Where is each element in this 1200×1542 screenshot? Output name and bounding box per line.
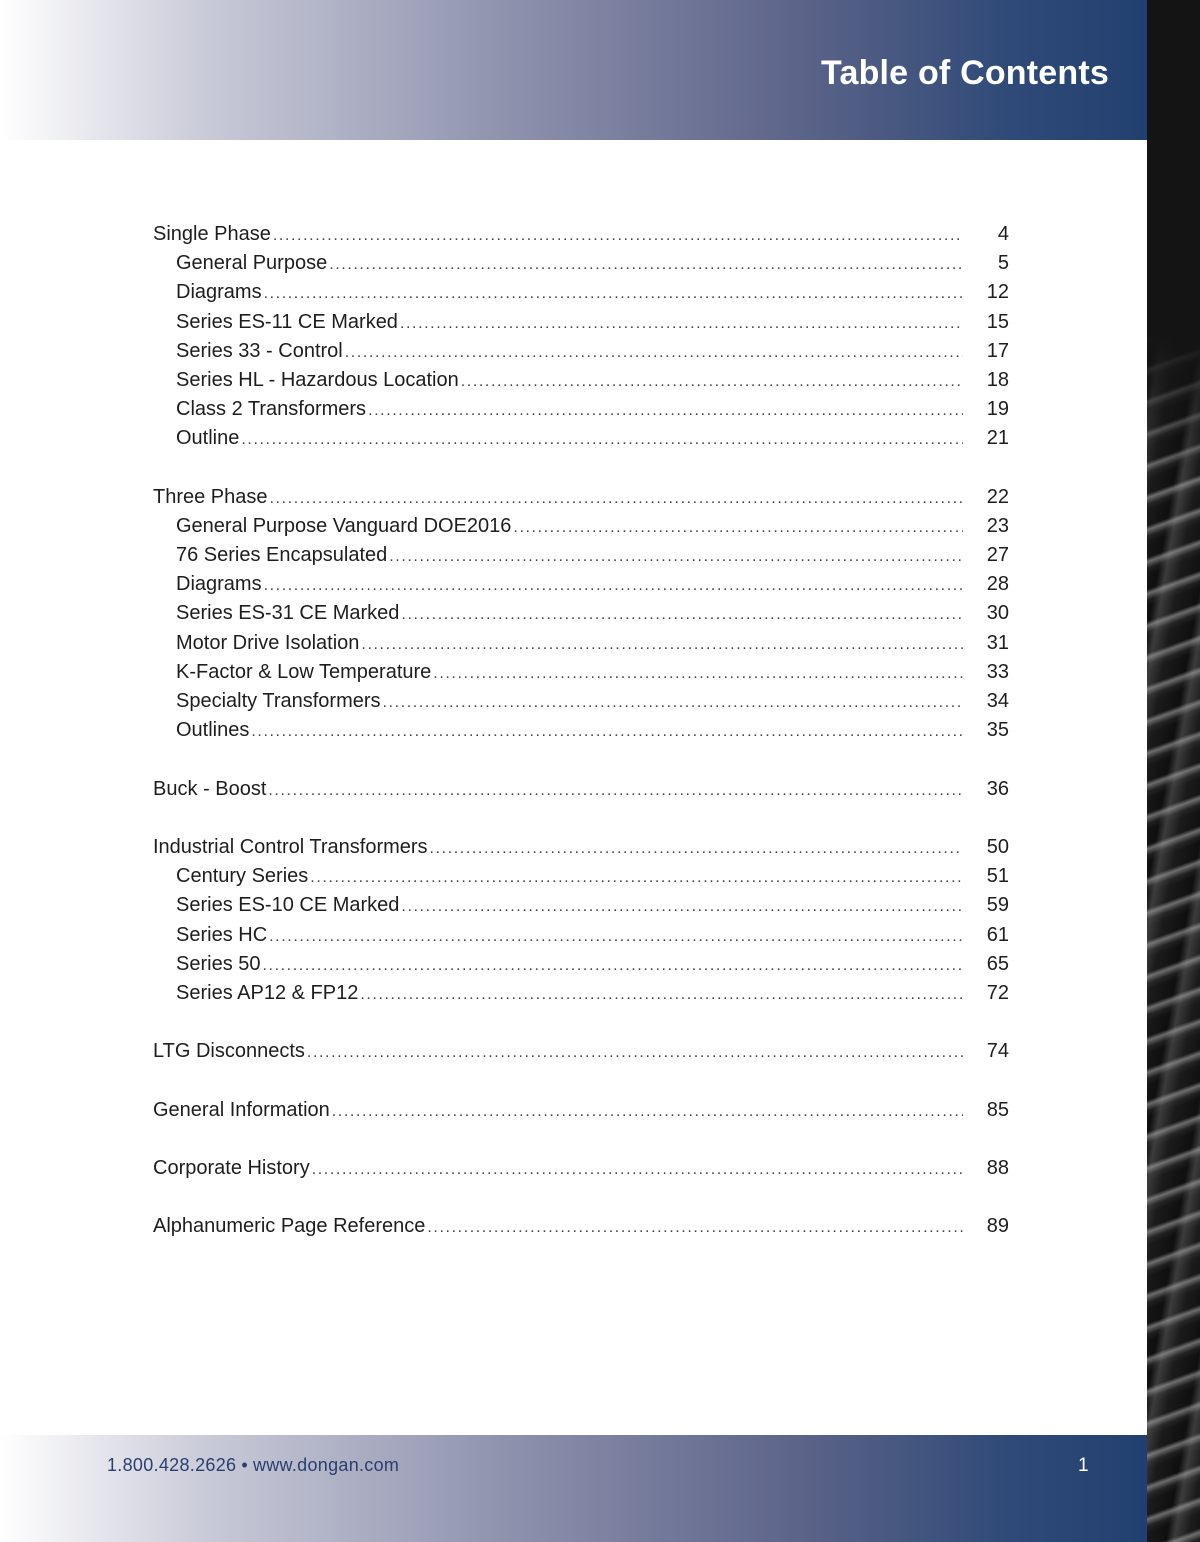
toc-entry-page: 51: [986, 865, 1009, 888]
toc-subentry[interactable]: [153, 512, 1009, 541]
side-texture-image: [1147, 0, 1200, 1542]
dot-leader: [401, 600, 963, 629]
toc-subentry[interactable]: [153, 950, 1009, 979]
dot-leader: [361, 630, 963, 659]
toc-entry[interactable]: [153, 1212, 1009, 1241]
toc-subentry[interactable]: [153, 570, 1009, 599]
toc-entry-page: 31: [986, 631, 1009, 654]
toc-subentry[interactable]: [153, 979, 1009, 1008]
toc-entry-label: Single Phase: [153, 223, 271, 245]
toc-entry[interactable]: [153, 1037, 1009, 1066]
dot-leader: [273, 221, 963, 250]
footer-website-link[interactable]: www.dongan.com: [252, 1455, 400, 1475]
dot-leader: [383, 688, 963, 717]
toc-entry-label: Series AP12 & FP12: [176, 981, 359, 1004]
toc-entry-page: 59: [986, 894, 1009, 917]
dot-leader: [264, 571, 963, 600]
toc-subentry[interactable]: [153, 862, 1009, 891]
toc-entry-page: 28: [986, 573, 1009, 596]
toc-subentry[interactable]: [153, 308, 1009, 337]
toc-entry-page: 89: [986, 1215, 1009, 1238]
toc-entry-label: Series 33 - Control: [176, 339, 343, 362]
toc-entry-label: Diagrams: [176, 573, 262, 596]
toc-entry-label: Three Phase: [153, 485, 268, 508]
dot-leader: [345, 338, 963, 367]
toc-entry-label: Class 2 Transformers: [176, 398, 367, 421]
toc-entry[interactable]: [153, 1154, 1009, 1183]
toc-subentry[interactable]: [153, 658, 1009, 687]
toc-entry-page: 36: [986, 777, 1009, 800]
toc-entry[interactable]: [153, 483, 1009, 512]
toc-entry-page: 30: [986, 602, 1009, 625]
toc-entry-label: Series HL - Hazardous Location: [176, 368, 459, 391]
toc-subentry[interactable]: [153, 337, 1009, 366]
toc-subentry[interactable]: [153, 716, 1009, 745]
toc-entry-label: K-Factor & Low Temperature: [176, 660, 432, 683]
toc-entry-label: Buck - Boost: [153, 777, 267, 800]
toc-entry-page: 72: [986, 981, 1009, 1004]
toc-subentry[interactable]: [153, 599, 1009, 628]
toc-subentry[interactable]: [153, 921, 1009, 950]
toc-entry-page: 18: [986, 368, 1009, 391]
toc-entry-page: 23: [986, 514, 1009, 537]
dot-leader: [401, 892, 963, 921]
toc-entry-page: 5: [997, 252, 1009, 275]
toc-entry-page: 19: [986, 398, 1009, 421]
toc-subentry[interactable]: [153, 424, 1009, 453]
toc-subentry[interactable]: [153, 249, 1009, 278]
dot-leader: [310, 863, 963, 892]
toc-entry-label: LTG Disconnects: [153, 1040, 305, 1063]
toc-entry-label: Series 50: [176, 952, 261, 975]
toc-entry-label: Series ES-11 CE Marked: [176, 310, 398, 333]
side-texture-shade: [1147, 0, 1200, 480]
toc-entry-label: Series ES-31 CE Marked: [176, 602, 400, 625]
page-number: 1: [1078, 1455, 1089, 1476]
toc-entry-page: 15: [986, 310, 1009, 333]
toc-entry-label: Motor Drive Isolation: [176, 631, 360, 654]
dot-leader: [433, 659, 963, 688]
footer-phone[interactable]: 1.800.428.2626: [107, 1455, 237, 1475]
dot-leader: [270, 484, 963, 513]
toc-entry-label: General Purpose: [176, 252, 328, 275]
toc-entry-page: 74: [986, 1040, 1009, 1063]
toc-entry-label: Industrial Control Transformers: [153, 835, 428, 858]
toc-entry-label: General Purpose Vanguard DOE2016: [176, 514, 512, 537]
toc-entry-page: 17: [986, 339, 1009, 362]
dot-leader: [307, 1038, 963, 1067]
toc-entry-page: 88: [986, 1157, 1009, 1179]
dot-leader: [269, 922, 963, 951]
toc-entry-label: Alphanumeric Page Reference: [153, 1215, 426, 1238]
toc-entry-page: 22: [986, 485, 1009, 508]
toc-entry-page: 12: [986, 281, 1009, 304]
dot-leader: [368, 396, 963, 425]
toc-entry-label: Outline: [176, 427, 240, 450]
toc-entry-page: 61: [986, 923, 1009, 946]
dot-leader: [251, 717, 963, 746]
toc-entry[interactable]: [153, 833, 1009, 862]
toc-entry[interactable]: [153, 1096, 1009, 1125]
toc-entry-page: 33: [986, 660, 1009, 683]
dot-leader: [268, 776, 963, 805]
toc-subentry[interactable]: [153, 891, 1009, 920]
dot-leader: [241, 425, 963, 454]
dot-leader: [332, 1097, 963, 1126]
dot-leader: [427, 1213, 963, 1242]
toc-entry-page: 4: [997, 223, 1009, 245]
dot-leader: [264, 279, 963, 308]
dot-leader: [312, 1155, 963, 1184]
dot-leader: [400, 309, 963, 338]
toc-entry[interactable]: [153, 775, 1009, 804]
footer-contact: [107, 1455, 399, 1476]
toc-subentry[interactable]: [153, 366, 1009, 395]
toc-entry-label: Corporate History: [153, 1157, 310, 1179]
toc-subentry[interactable]: [153, 687, 1009, 716]
toc-entry-label: 76 Series Encapsulated: [176, 544, 388, 567]
dot-leader: [513, 513, 963, 542]
table-of-contents: [153, 220, 1009, 1242]
dot-leader: [461, 367, 963, 396]
toc-entry-label: Series HC: [176, 923, 268, 946]
dot-leader: [430, 834, 963, 863]
dot-leader: [360, 980, 963, 1009]
toc-entry-label: General Information: [153, 1098, 330, 1121]
toc-entry-label: Century Series: [176, 865, 309, 888]
footer-separator: •: [241, 1455, 248, 1475]
toc-entry-page: 85: [986, 1098, 1009, 1121]
toc-entry-label: Outlines: [176, 719, 250, 742]
toc-entry[interactable]: [153, 220, 1009, 249]
toc-entry-page: 34: [986, 690, 1009, 712]
toc-subentry[interactable]: [153, 629, 1009, 658]
toc-entry-page: 27: [986, 544, 1009, 567]
toc-entry-label: Specialty Transformers: [176, 690, 381, 712]
dot-leader: [329, 250, 963, 279]
toc-entry-page: 50: [986, 835, 1009, 858]
toc-subentry[interactable]: [153, 541, 1009, 570]
toc-entry-page: 35: [986, 719, 1009, 742]
dot-leader: [263, 951, 964, 980]
toc-entry-page: 65: [986, 952, 1009, 975]
footer-band: [0, 1435, 1147, 1542]
toc-entry-label: Series ES-10 CE Marked: [176, 894, 400, 917]
dot-leader: [389, 542, 963, 571]
toc-entry-label: Diagrams: [176, 281, 262, 304]
page-title: Table of Contents: [821, 54, 1109, 92]
toc-entry-page: 21: [986, 427, 1009, 450]
toc-subentry[interactable]: [153, 395, 1009, 424]
toc-subentry[interactable]: [153, 278, 1009, 307]
